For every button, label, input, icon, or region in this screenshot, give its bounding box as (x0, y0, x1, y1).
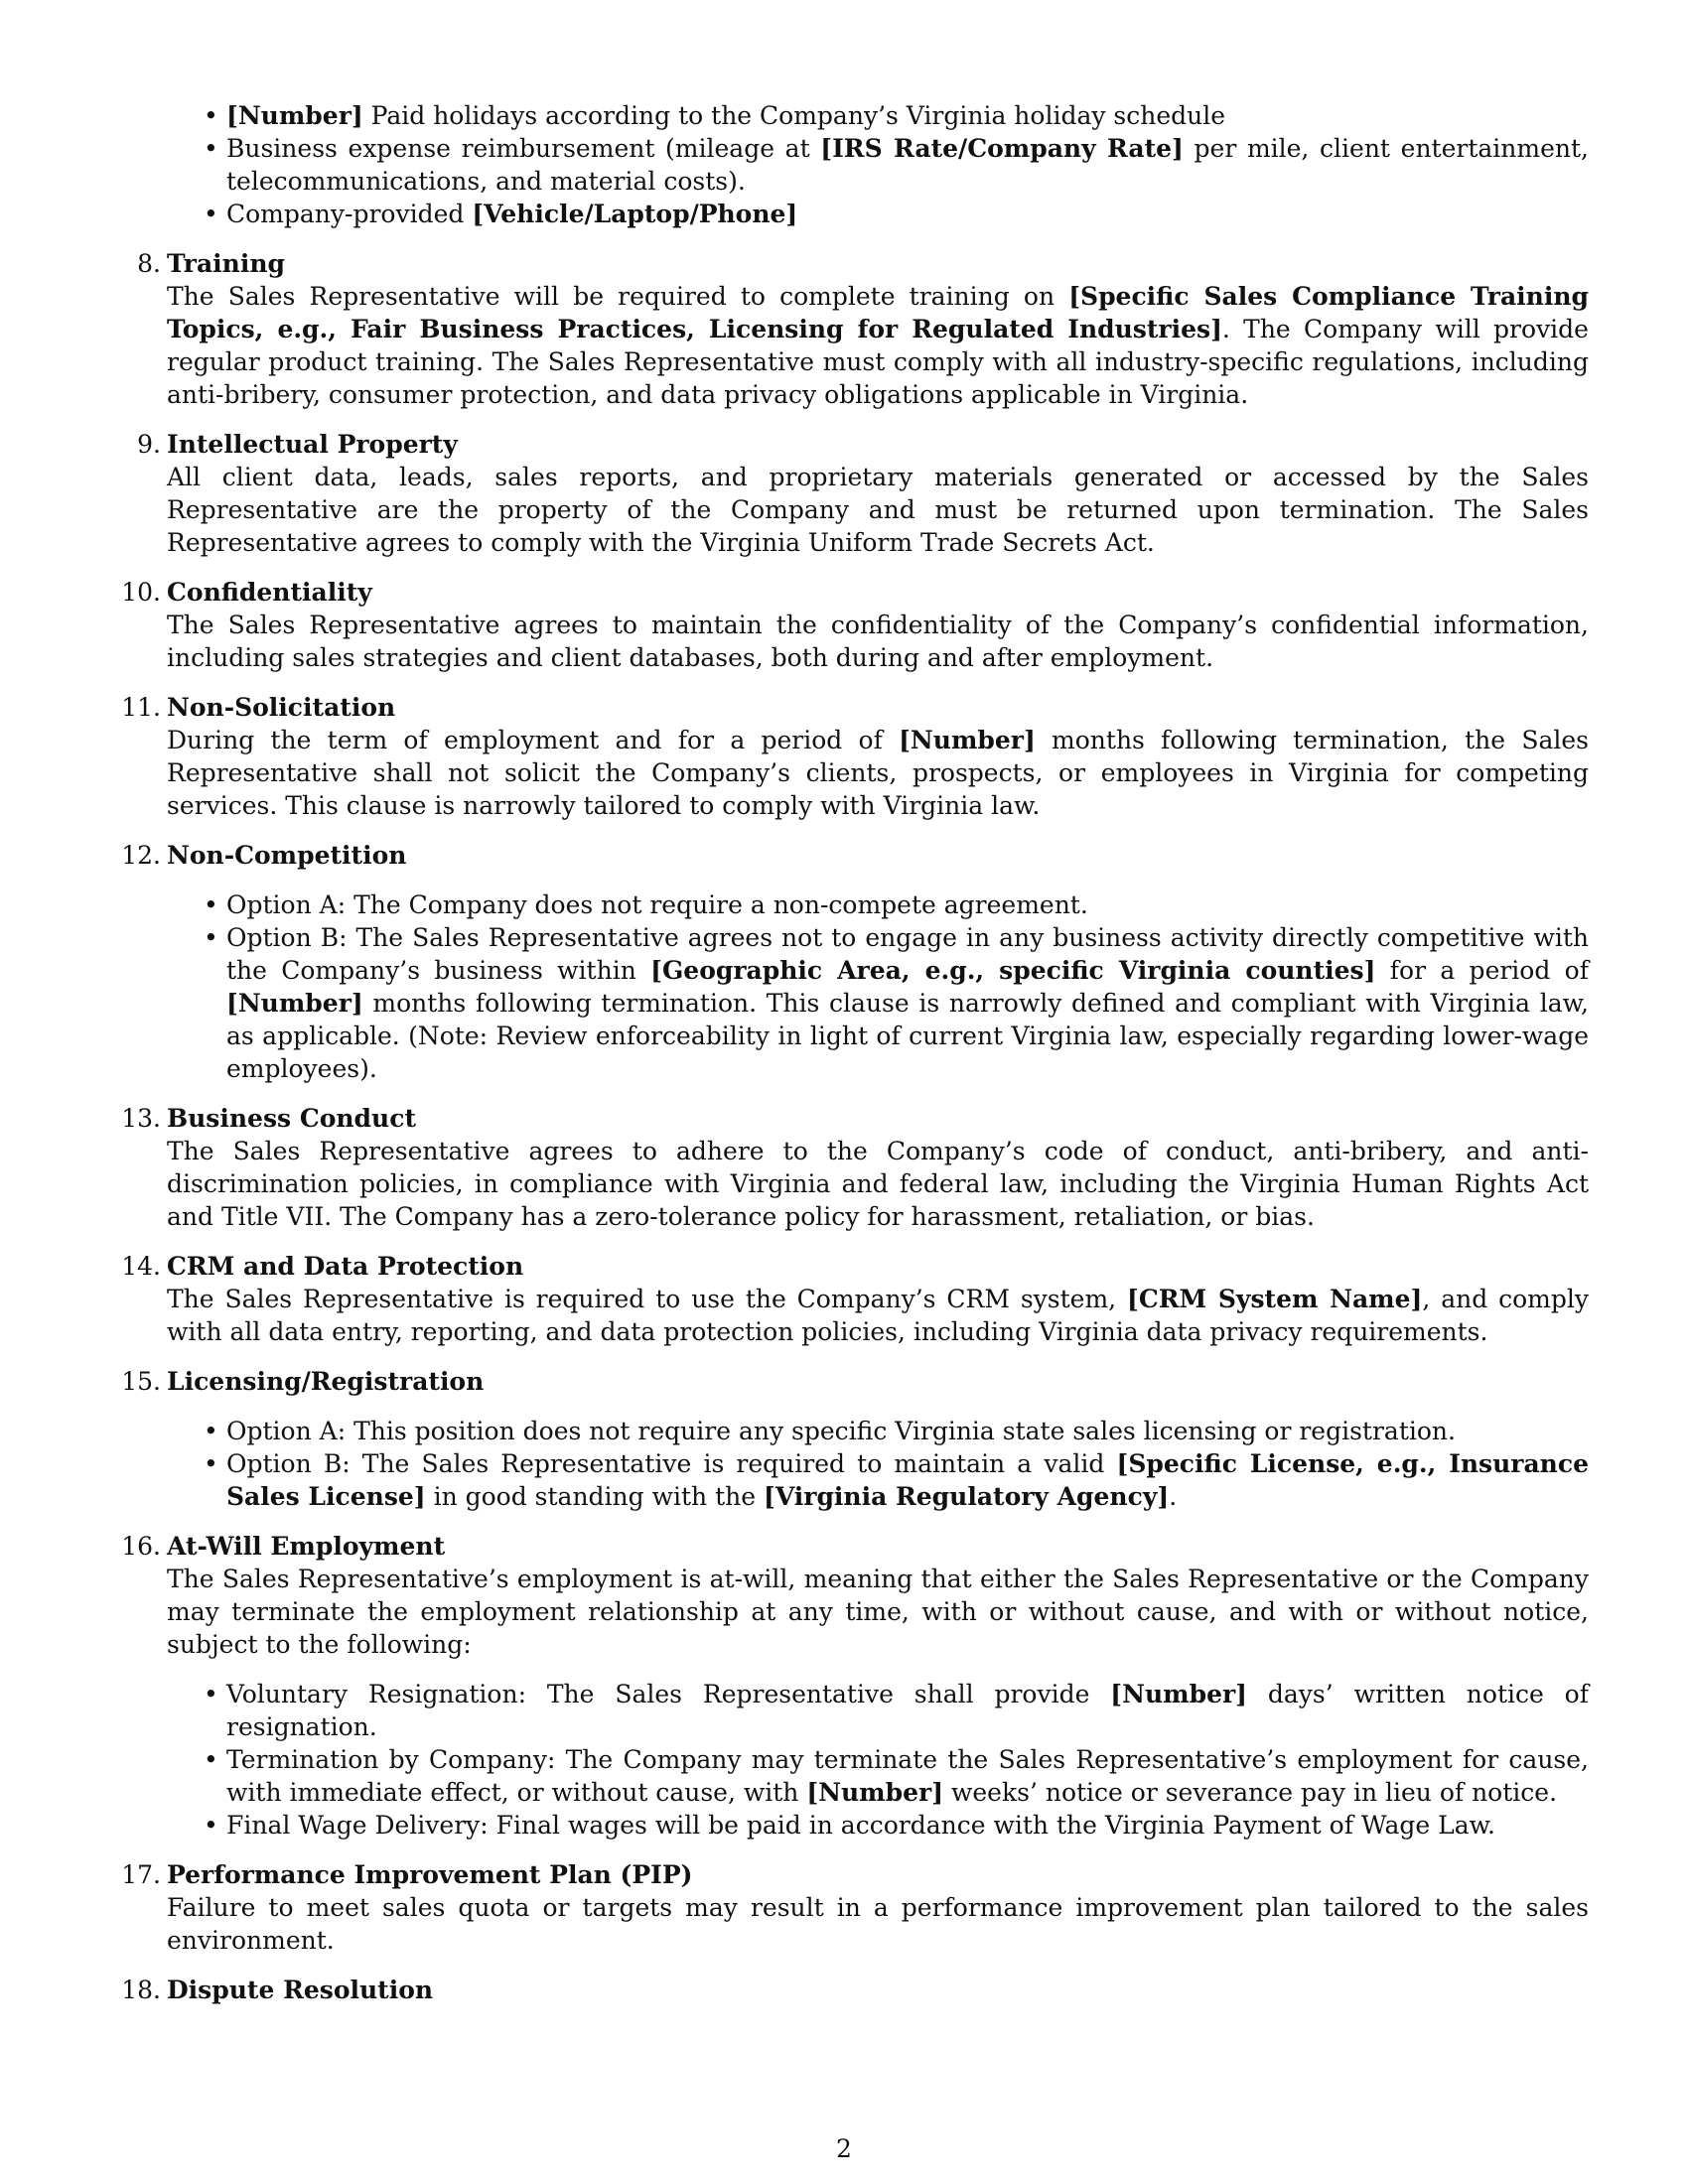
list-item: • Voluntary Resignation: The Sales Representative shall provide [Number] days’ written notice of resignation. (167, 1678, 1589, 1743)
section-training (137, 247, 1589, 411)
section-paragraph: All client data, leads, sales reports, and proprietary materials generated or accessed by the Sales Representative are the property of the Company and must be returned upon termination. The Sales Representative agrees to comply with the Virginia Uniform Trade Secrets Act. (167, 463, 1589, 557)
section-number: 16. (121, 1532, 161, 1561)
section-crm-data-protection (121, 1250, 1589, 1348)
list-item: • Option B: The Sales Representative is required to maintain a valid [Specific License, e.g., Insurance Sales License] in good standing with the [Virginia Regulatory Agency]. (167, 1447, 1589, 1513)
section-title: Non-Competition (167, 841, 407, 870)
section-paragraph: The Sales Representative agrees to maintain the confidentiality of the Company’s confidential information, including sales strategies and client databases, both during and after employment. (167, 611, 1589, 672)
section-heading (121, 1365, 1589, 1398)
section-licensing-registration (121, 1365, 1589, 1513)
section-title: Non-Solicitation (167, 693, 396, 722)
option-list (167, 1415, 1589, 1513)
section-intellectual-property (137, 428, 1589, 559)
section-heading (121, 691, 1589, 724)
section-title: Dispute Resolution (167, 1976, 434, 2004)
list-item: • [Number] Paid holidays according to the Company’s Virginia holiday schedule (167, 99, 1589, 132)
section-number: 12. (121, 841, 161, 870)
section-title: Performance Improvement Plan (PIP) (167, 1860, 693, 1889)
list-item: • Option B: The Sales Representative agrees not to engage in any business activity directly competitive with the Company’s business within [Geographic Area, e.g., specific Virginia counties] for a period of [Number] months following termination. This clause is narrowly defined and compliant with Virginia law, as applicable. (Note: Review enforceability in light of current Virginia law, especially regarding lower-wage employees). (167, 921, 1589, 1085)
section-heading (121, 1102, 1589, 1135)
list-item: • Option A: This position does not require any specific Virginia state sales licensing or registration. (167, 1415, 1589, 1447)
section-title: Intellectual Property (167, 430, 458, 459)
section-heading (121, 1858, 1589, 1891)
section-heading (121, 839, 1589, 872)
section-title: CRM and Data Protection (167, 1252, 524, 1281)
section-number: 18. (121, 1976, 161, 2004)
section-paragraph: Failure to meet sales quota or targets may result in a performance improvement plan tailored to the sales environment. (167, 1893, 1589, 1955)
section-title: Training (167, 249, 285, 278)
section-title: At-Will Employment (167, 1532, 446, 1561)
section-paragraph: The Sales Representative is required to use the Company’s CRM system, [CRM System Name], and comply with all data entry, reporting, and data protection policies, including Virginia data privacy requirements. (167, 1285, 1589, 1346)
section-number: 15. (121, 1367, 161, 1396)
section-heading (121, 1250, 1589, 1283)
section-confidentiality (121, 576, 1589, 674)
list-item: • Final Wage Delivery: Final wages will be paid in accordance with the Virginia Payment of Wage Law. (167, 1809, 1589, 1842)
list-item: • Business expense reimbursement (mileage at [IRS Rate/Company Rate] per mile, client entertainment, telecommunications, and material costs). (167, 132, 1589, 198)
section-number: 11. (121, 693, 161, 722)
document-content (121, 99, 1589, 2006)
option-list (167, 888, 1589, 1085)
section-heading (137, 428, 1589, 461)
section-title: Confidentiality (167, 578, 372, 607)
section-number: 14. (121, 1252, 161, 1281)
section-title: Business Conduct (167, 1104, 416, 1133)
section-paragraph: The Sales Representative agrees to adhere to the Company’s code of conduct, anti-bribery, and anti-discrimination policies, in compliance with Virginia and federal law, including the Virginia Human Rights Act and Title VII. The Company has a zero-tolerance policy for harassment, retaliation, or bias. (167, 1137, 1589, 1231)
section-heading (121, 576, 1589, 609)
section-paragraph: The Sales Representative will be required to complete training on [Specific Sales Compliance Training Topics, e.g., Fair Business Practices, Licensing for Regulated Industries]. The Company will provide regular product training. The Sales Representative must comply with all industry-specific regulations, including anti-bribery, consumer protection, and data privacy obligations applicable in Virginia. (167, 282, 1589, 409)
section-heading (121, 1974, 1589, 2006)
section-dispute-resolution (121, 1974, 1589, 2006)
section-performance-improvement-plan (121, 1858, 1589, 1957)
section-heading (137, 247, 1589, 280)
benefits-bullet-list (167, 99, 1589, 230)
list-item: • Option A: The Company does not require a non-compete agreement. (167, 888, 1589, 921)
section-number: 17. (121, 1860, 161, 1889)
page-number: 2 (836, 2134, 852, 2163)
section-at-will-employment (121, 1530, 1589, 1842)
section-non-competition (121, 839, 1589, 1085)
section-non-solicitation (121, 691, 1589, 822)
section-number: 10. (121, 578, 161, 607)
section-paragraph: During the term of employment and for a period of [Number] months following termination, the Sales Representative shall not solicit the Company’s clients, prospects, or employees in Virginia for competing services. This clause is narrowly tailored to comply with Virginia law. (167, 726, 1589, 820)
section-heading (121, 1530, 1589, 1563)
section-number: 9. (137, 430, 161, 459)
section-paragraph: The Sales Representative’s employment is at-will, meaning that either the Sales Representative or the Company may terminate the employment relationship at any time, with or without cause, and with or without notice, subject to the following: (167, 1565, 1589, 1659)
section-business-conduct (121, 1102, 1589, 1233)
section-title: Licensing/Registration (167, 1367, 485, 1396)
termination-terms-list (167, 1678, 1589, 1842)
list-item: • Termination by Company: The Company may terminate the Sales Representative’s employment for cause, with immediate effect, or without cause, with [Number] weeks’ notice or severance pay in lieu of notice. (167, 1743, 1589, 1809)
list-item: • Company-provided [Vehicle/Laptop/Phone] (167, 198, 1589, 230)
section-number: 8. (137, 249, 161, 278)
section-number: 13. (121, 1104, 161, 1133)
